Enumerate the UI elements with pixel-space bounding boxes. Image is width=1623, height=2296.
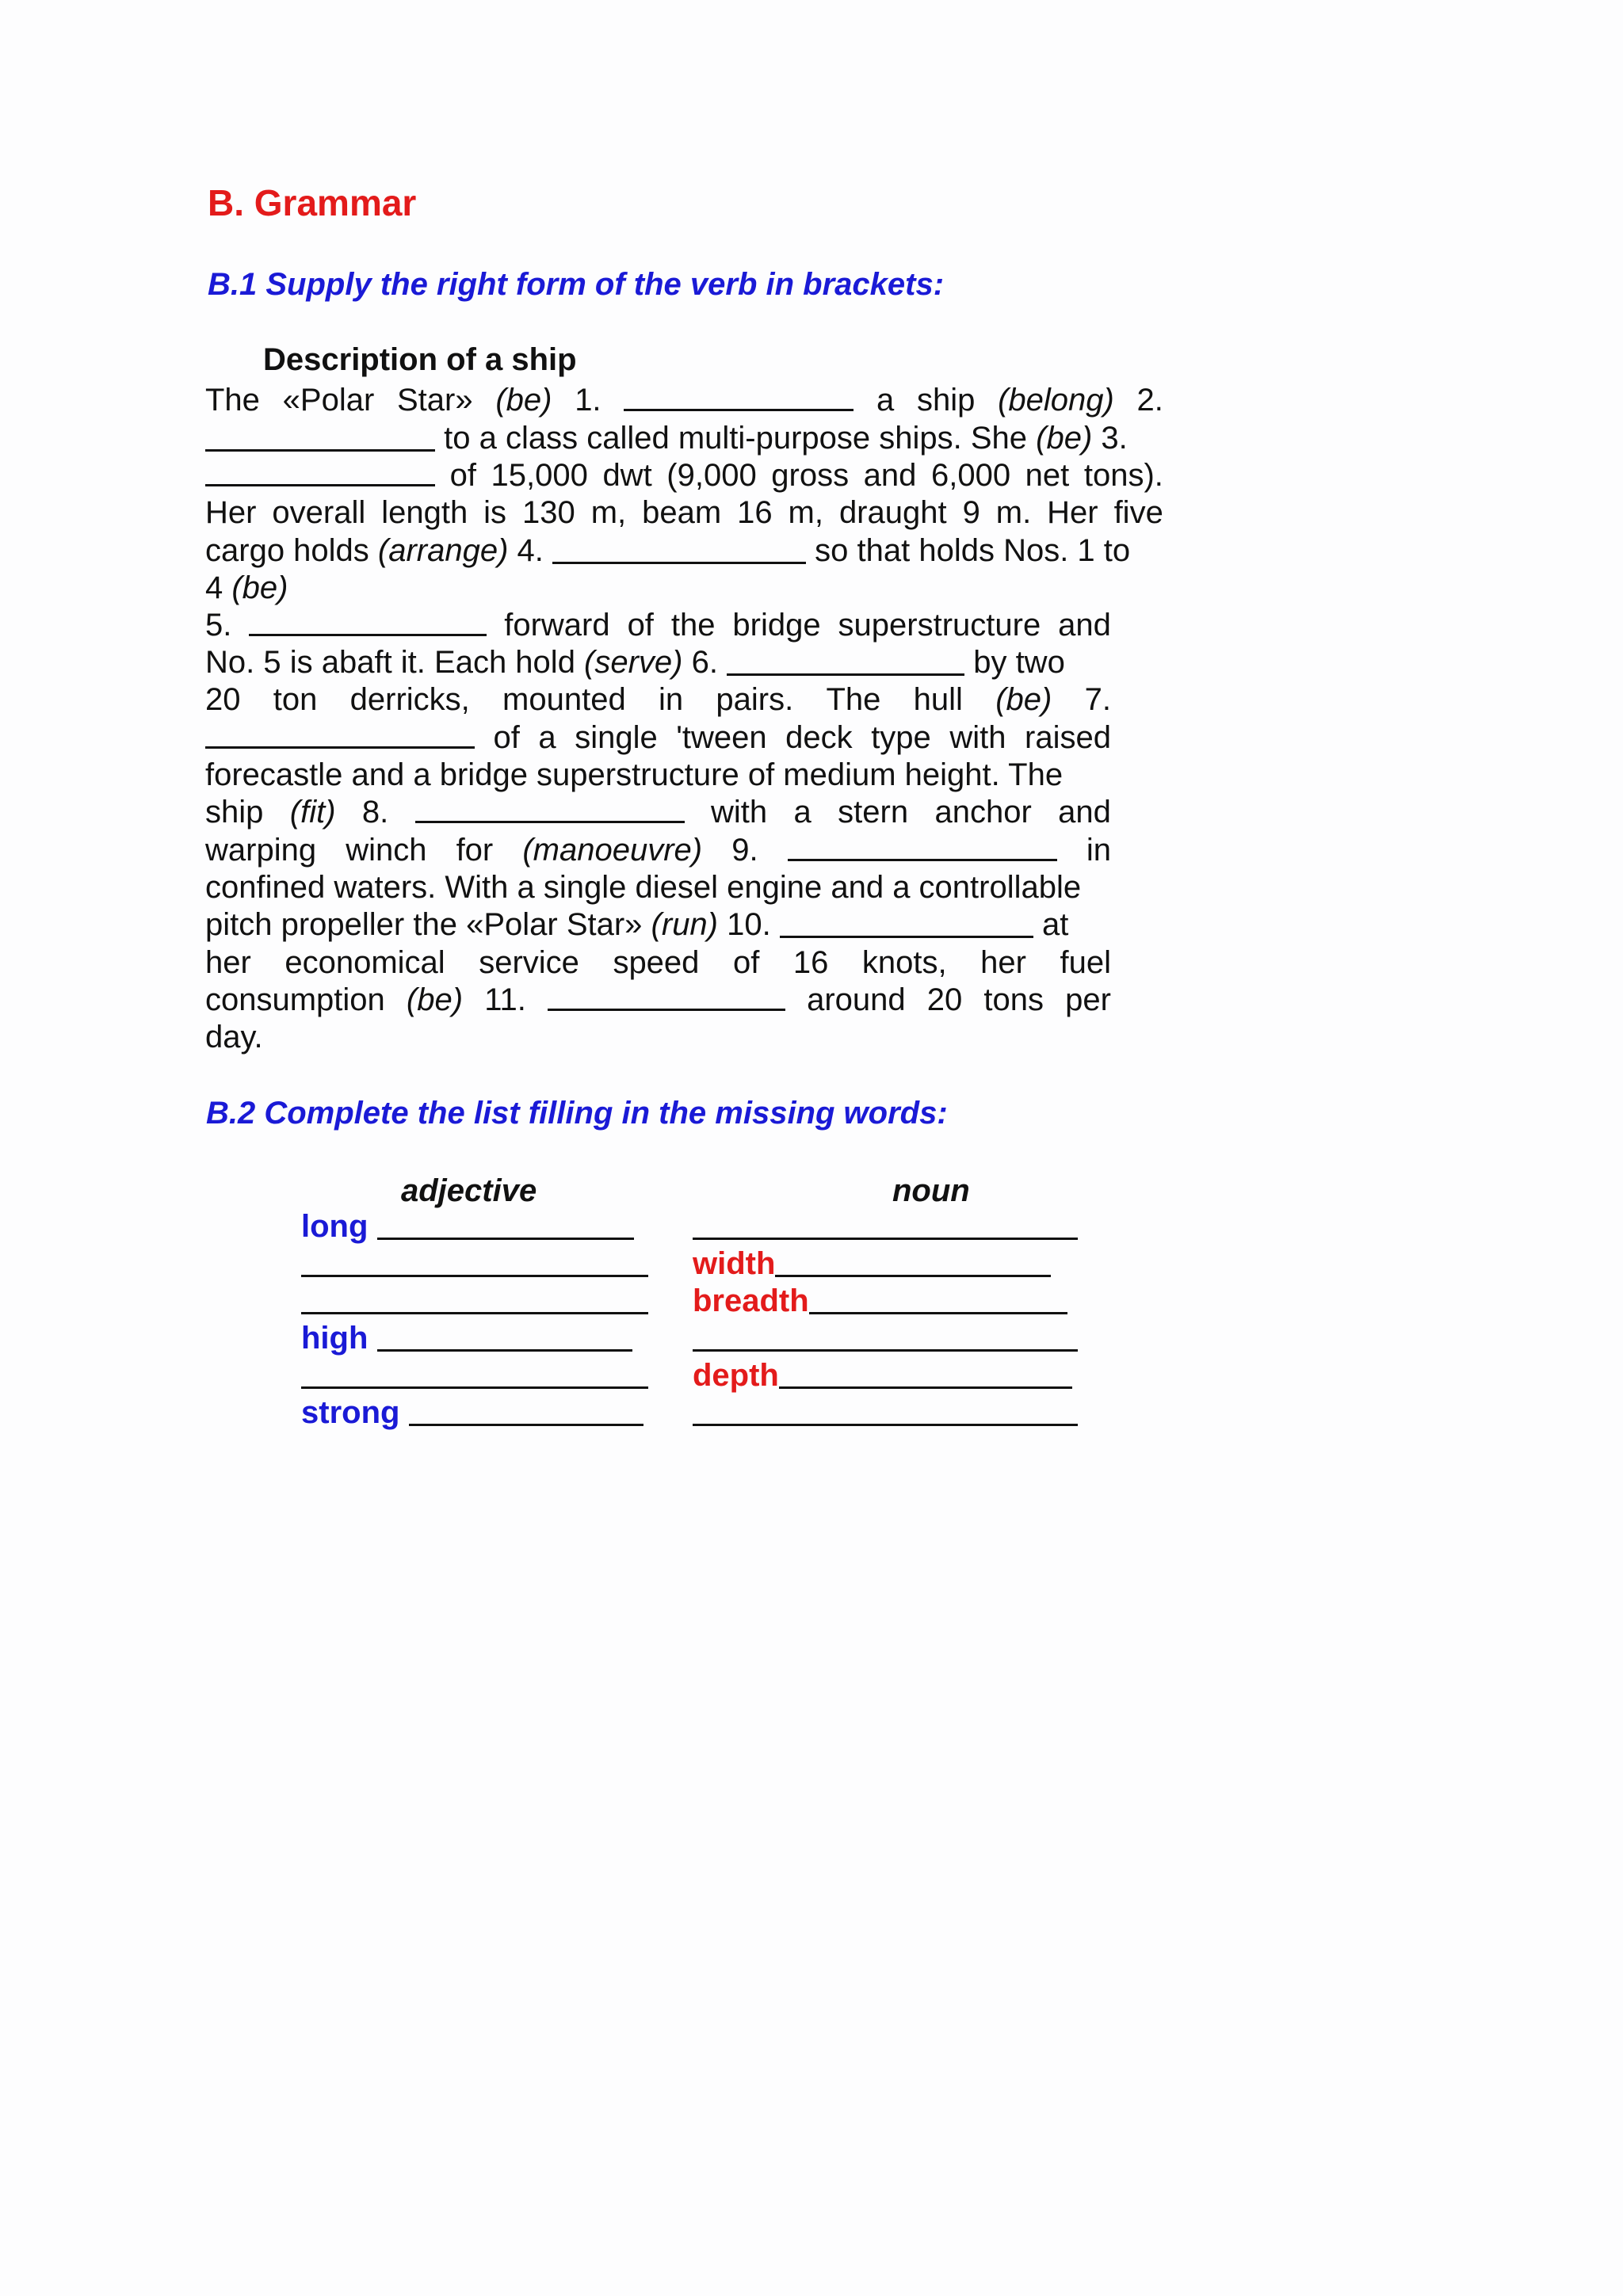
noun-word: width [693,1246,776,1281]
noun-word: depth [693,1358,779,1393]
verb-hint: (be) [995,682,1052,717]
passage-text: of [493,720,520,755]
verb-hint: (manoeuvre) [522,833,703,868]
adjective-word: strong [301,1395,409,1430]
passage-text: of [732,945,760,980]
noun-blank[interactable] [693,1397,1078,1426]
passage-text: 'tween [676,720,767,755]
passage-text: day. [205,1020,263,1055]
answer-blank[interactable] [205,422,435,452]
adjective-blank[interactable] [775,1248,1051,1277]
passage-text: beam [642,495,722,530]
passage-text: 5. [205,608,232,643]
passage-text: stern [838,795,909,830]
passage-text: (9,000 [666,458,757,493]
passage-line [205,869,1111,906]
adjective-cell [301,1320,632,1357]
passage-text: gross [771,458,850,493]
section-title: B. Grammar [208,182,417,223]
passage-text: draught [838,495,947,530]
adjective-cell [301,1283,648,1320]
passage-text: m. [995,495,1032,530]
passage-text: winch [346,833,427,868]
adjective-word: high [301,1321,377,1356]
answer-blank[interactable] [249,607,487,636]
passage-text: consumption [205,982,385,1017]
passage-line [205,457,1163,494]
adjective-cell [301,1394,643,1432]
passage-text: a [538,720,556,755]
passage-text: «Polar [282,383,375,418]
verb-hint: (arrange) [377,533,509,568]
adjective-blank[interactable] [301,1285,648,1314]
verb-hint: (be) [406,982,464,1017]
noun-cell [693,1283,1067,1320]
passage-line [205,382,1163,419]
adjective-cell [301,1208,634,1245]
passage-text: mounted [502,682,626,717]
passage-text: 9 [962,495,980,530]
passage-line [205,719,1111,757]
noun-blank[interactable] [693,1322,1078,1352]
passage-text: ship [205,795,264,830]
passage-line [205,757,1111,794]
passage-text: 2. [1136,383,1163,418]
passage-text: 7. [1084,682,1111,717]
passage-text: around [807,982,906,1017]
passage-text: m, [590,495,627,530]
passage-text: ship [916,383,976,418]
adjective-blank[interactable] [301,1360,648,1389]
answer-blank[interactable] [205,457,435,486]
adjective-word: long [301,1209,377,1244]
passage-line [205,906,1111,944]
passage-text: 3. [1092,421,1128,456]
adjective-column-heading: adjective [401,1173,537,1208]
passage-text: The [205,383,260,418]
passage-line [205,494,1163,532]
passage-text: 4 [205,570,232,605]
passage-text: in [658,682,684,717]
passage-text: to a class called multi-purpose ships. She [435,421,1037,456]
passage-line [205,794,1111,831]
verb-hint: (run) [651,907,718,942]
passage-text: is [483,495,507,530]
passage-text: 11. [484,982,526,1017]
noun-blank[interactable] [409,1397,643,1426]
answer-blank[interactable] [788,832,1057,861]
passage-text: raised [1025,720,1111,755]
verb-hint: (be) [495,383,552,418]
passage-text: 6,000 [930,458,1011,493]
verb-hint: (be) [231,570,288,605]
passage-text: Star» [397,383,473,418]
passage-text: five [1113,495,1163,530]
passage-text: fuel [1060,945,1111,980]
passage-line [205,681,1111,719]
passage-text: 1. [575,383,601,418]
b1-instruction: B.1 Supply the right form of the verb in brackets: [208,267,945,302]
passage-text: No. 5 is abaft it. Each hold [205,645,585,680]
passage-text: forecastle and a bridge superstructure of medium height. The [205,757,1064,792]
adjective-cell [301,1245,648,1283]
noun-word: breadth [693,1283,809,1318]
verb-hint: (belong) [998,383,1114,418]
noun-cell [693,1245,1051,1283]
passage-text: cargo holds [205,533,378,568]
passage-text: the [670,608,716,643]
passage-text: 16 [737,495,773,530]
passage-text: a [793,795,812,830]
passage-text: with [711,795,768,830]
answer-blank[interactable] [552,535,806,564]
passage-text: and [1058,795,1111,830]
passage-text: in [1086,833,1111,868]
answer-blank[interactable] [415,794,685,823]
verb-hint: (serve) [584,645,683,680]
noun-column-heading: noun [892,1173,970,1208]
passage-text: and [1058,608,1111,643]
passage-text: 130 [521,495,575,530]
passage-text: overall [272,495,366,530]
passage-text: 16 [792,945,829,980]
passage-text: deck [785,720,853,755]
passage-text: 15,000 [491,458,588,493]
passage-text: net [1025,458,1070,493]
passage-text: 4. [508,533,553,568]
passage-text: 8. [361,795,389,830]
b2-instruction: B.2 Complete the list filling in the missing words: [206,1096,948,1131]
noun-blank[interactable] [377,1211,634,1240]
adjective-blank[interactable] [779,1360,1072,1389]
passage-text: forward [504,608,610,643]
passage-text: a [876,383,895,418]
passage-line [205,607,1111,644]
passage-text: tons). [1083,458,1163,493]
passage-text: tons [983,982,1044,1017]
passage-text: derricks, [349,682,470,717]
passage-text: 10. [718,907,780,942]
passage-line [205,1019,1111,1056]
noun-blank[interactable] [693,1211,1078,1240]
passage-text: pairs. [716,682,794,717]
passage-text: confined waters. With a single diesel engine and a controllable [205,870,1082,905]
noun-cell [693,1357,1072,1394]
passage-text: 20 [926,982,963,1017]
answer-blank[interactable] [780,909,1033,938]
passage-text: speed [613,945,700,980]
passage-text: Her [205,495,257,530]
passage-text: anchor [934,795,1032,830]
passage-line [205,832,1111,869]
passage-text: per [1065,982,1111,1017]
passage-text: ton [273,682,318,717]
answer-blank[interactable] [205,719,475,749]
passage-text: length [381,495,468,530]
passage-text: knots, [861,945,947,980]
passage-text: The [826,682,881,717]
passage-line [205,420,1163,457]
passage-text: Her [1047,495,1098,530]
passage-text: single [575,720,658,755]
passage-text: hull [913,682,963,717]
passage-text: her [205,945,251,980]
passage-text: superstructure [838,608,1041,643]
passage-text: of [627,608,654,643]
answer-blank[interactable] [727,646,964,676]
noun-cell [693,1208,1078,1245]
noun-blank[interactable] [377,1322,632,1352]
passage-text: 6. [682,645,727,680]
passage-heading: Description of a ship [263,342,577,377]
passage-text: so that holds Nos. 1 to [806,533,1131,568]
answer-blank[interactable] [548,982,785,1011]
noun-cell [693,1320,1078,1357]
passage-text: her [980,945,1026,980]
noun-cell [693,1394,1078,1432]
passage-text: 9. [731,833,758,868]
adjective-blank[interactable] [809,1285,1067,1314]
passage-text: warping [205,833,317,868]
passage-text: dwt [602,458,652,493]
passage-line [205,944,1111,982]
passage-text: economical [285,945,445,980]
passage-text: 20 [205,682,241,717]
passage-text: m, [788,495,823,530]
passage-text: at [1033,907,1069,942]
passage-line [205,982,1111,1019]
verb-hint: (fit) [289,795,336,830]
passage-text: for [456,833,494,868]
passage-text: with [949,720,1006,755]
passage-text: pitch propeller the «Polar Star» [205,907,651,942]
passage-line [205,644,1111,681]
passage-text: type [871,720,931,755]
adjective-blank[interactable] [301,1248,648,1277]
adjective-cell [301,1357,648,1394]
passage-text: by two [964,645,1065,680]
passage-line [205,570,1163,607]
passage-line [205,532,1163,570]
passage-text: service [479,945,579,980]
passage-text: bridge [732,608,821,643]
verb-hint: (be) [1036,421,1093,456]
passage-text: of [449,458,476,493]
passage-text: and [863,458,917,493]
answer-blank[interactable] [624,382,854,411]
